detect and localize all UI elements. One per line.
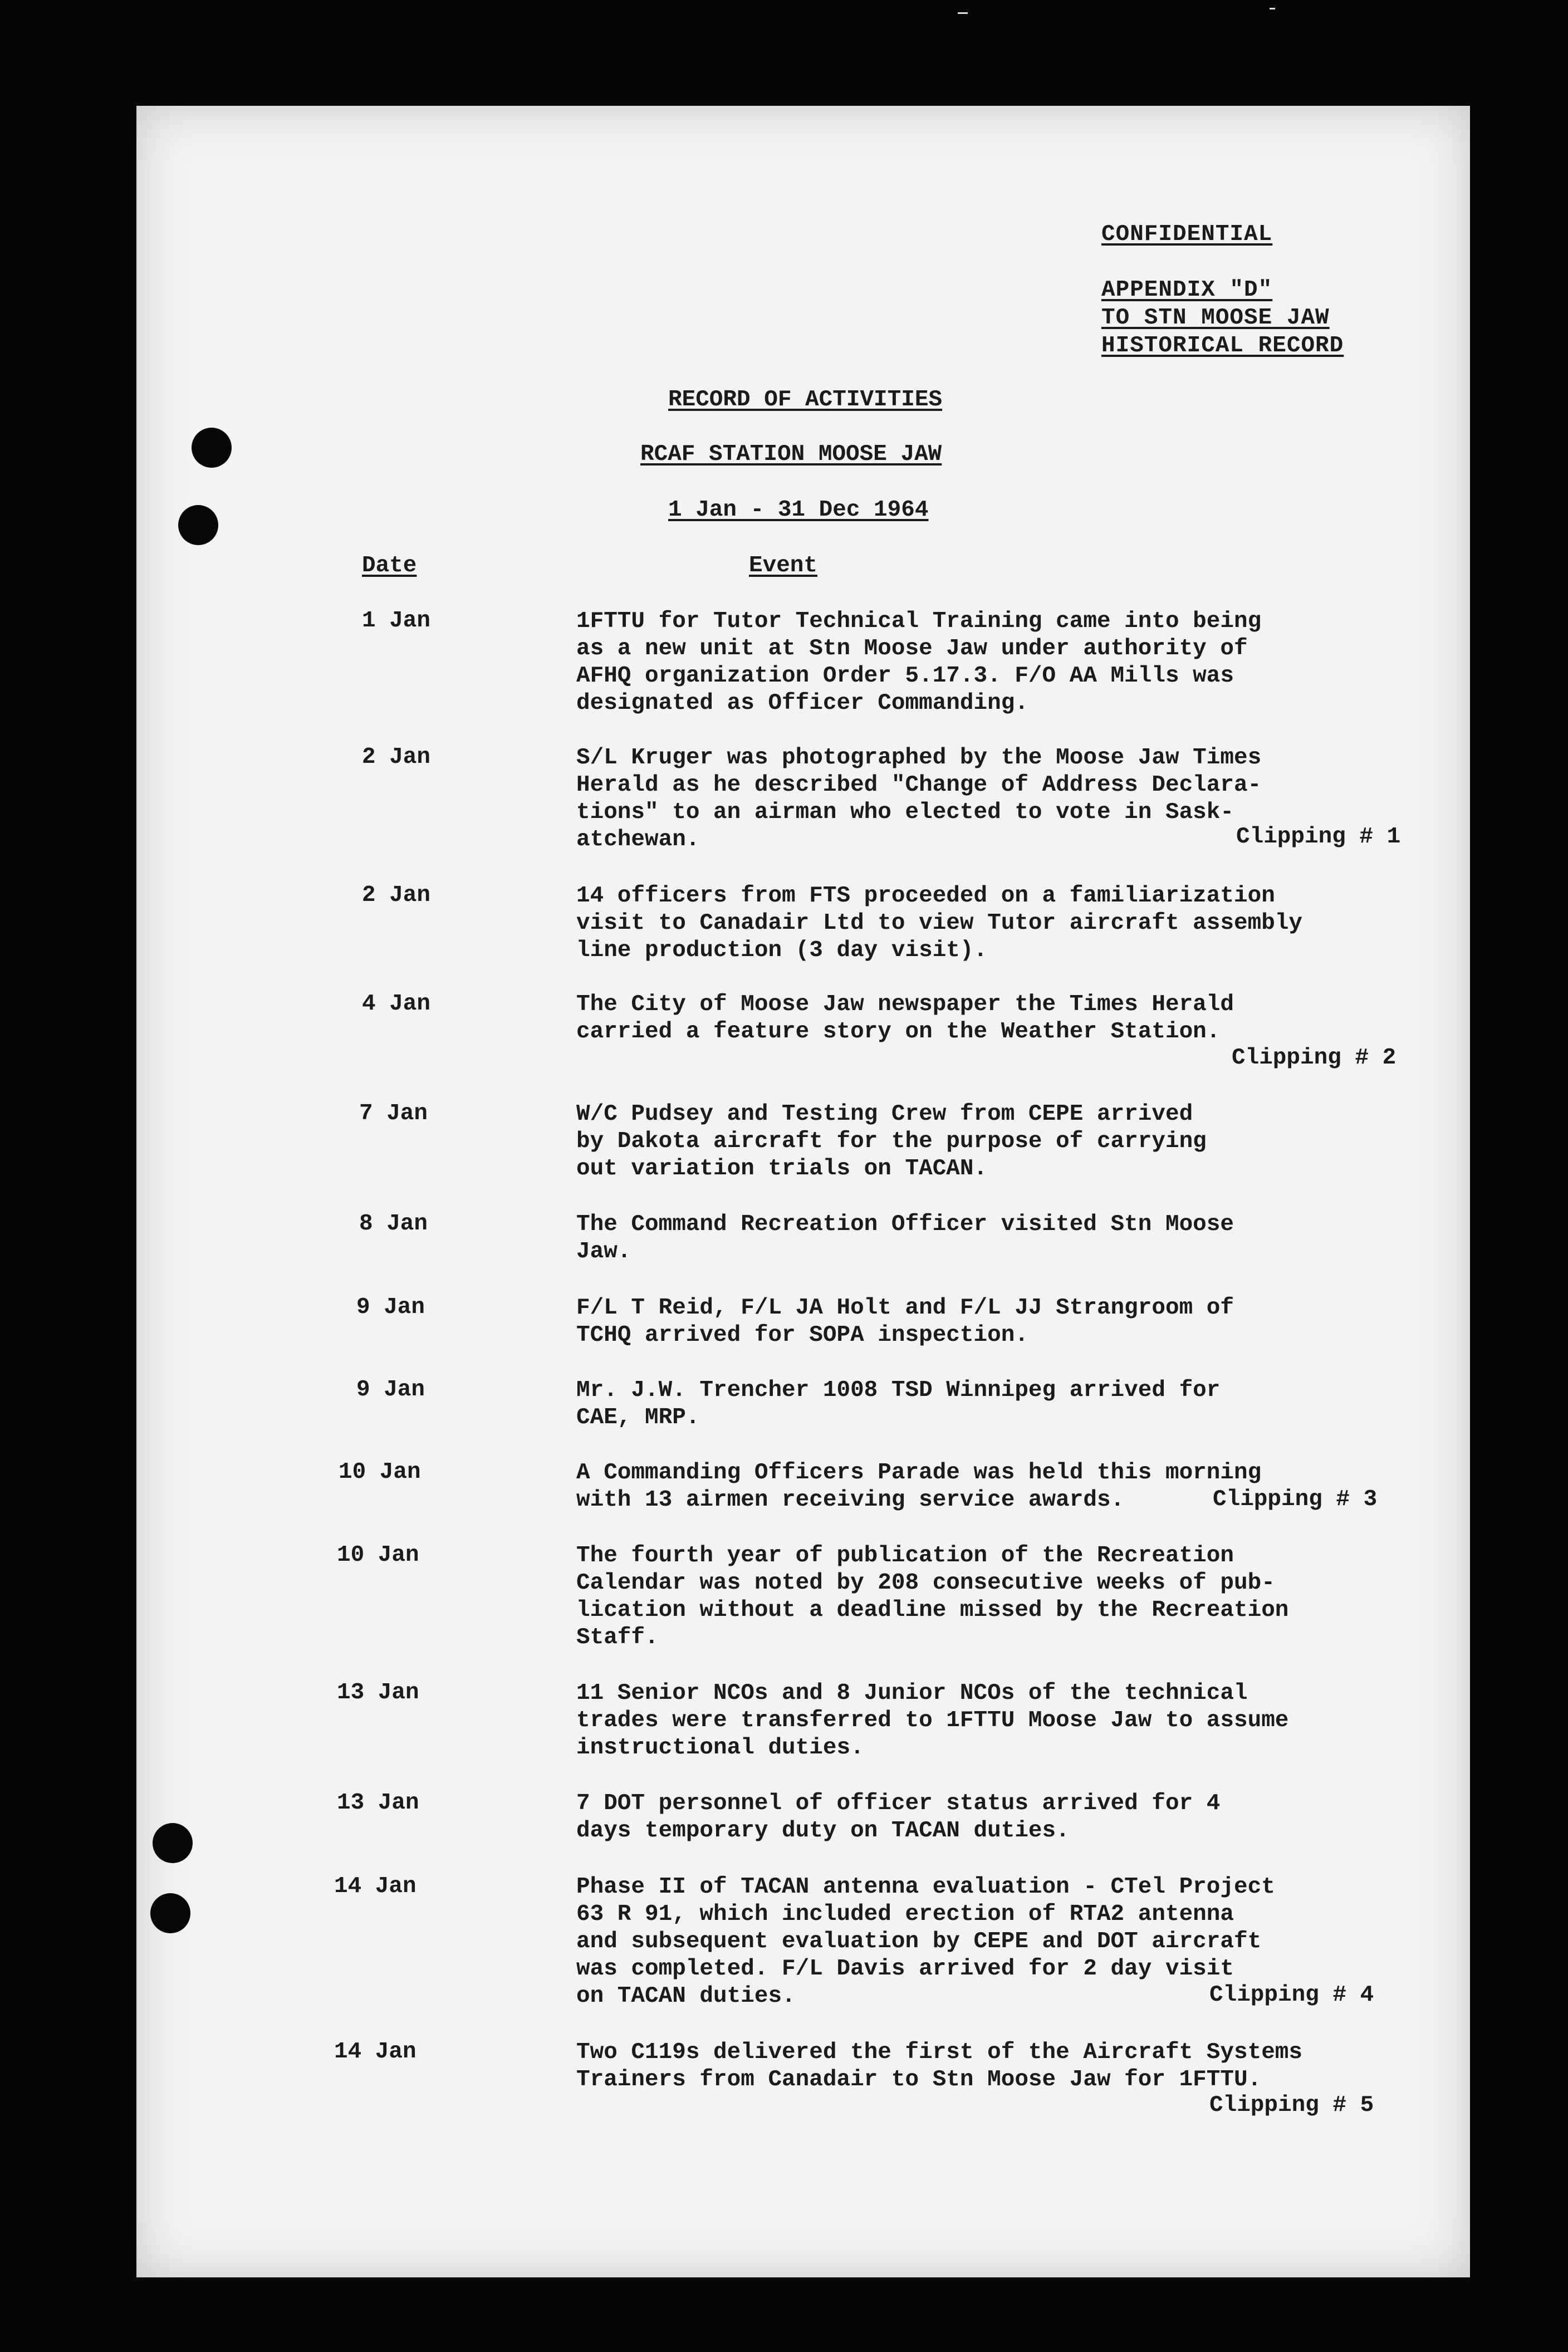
- entry-date: 14 Jan: [334, 2039, 416, 2065]
- entry-text: The City of Moose Jaw newspaper the Times Herald carried a feature story on the Weather Station.: [576, 992, 1234, 1045]
- entry-date: 13 Jan: [337, 1790, 419, 1816]
- punch-hole: [150, 1893, 190, 1933]
- clipping-reference: Clipping # 1: [1236, 824, 1401, 850]
- appendix-line: TO STN MOOSE JAW: [1101, 305, 1330, 331]
- clipping-reference: Clipping # 2: [1232, 1045, 1396, 1071]
- entry-text: Mr. J.W. Trencher 1008 TSD Winnipeg arrived for CAE, MRP.: [576, 1378, 1221, 1430]
- entry-date: 13 Jan: [337, 1680, 419, 1706]
- entry-date: 7 Jan: [359, 1101, 428, 1126]
- column-heading-date: Date: [362, 553, 417, 579]
- entry-text: The fourth year of publication of the Recreation Calendar was noted by 208 consecutive weeks of pub- lication without a deadline missed by the Recreation Staff.: [576, 1543, 1289, 1650]
- entry-text: S/L Kruger was photographed by the Moose Jaw Times Herald as he described "Change of Address Declara- tions" to an airman who elected to vote in Sask- atchewan.: [576, 745, 1262, 852]
- clipping-reference: Clipping # 5: [1209, 2093, 1374, 2118]
- punch-hole: [153, 1823, 193, 1863]
- entry-date: 8 Jan: [359, 1211, 428, 1237]
- entry-date: 1 Jan: [362, 608, 431, 634]
- entry-date: 2 Jan: [362, 883, 431, 908]
- entry-text: A Commanding Officers Parade was held this morning with 13 airmen receiving service awards.: [576, 1460, 1262, 1513]
- entry-text: 1FTTU for Tutor Technical Training came into being as a new unit at Stn Moose Jaw under authority of AFHQ organization Order 5.17.3. F/O AA Mills was designated as Officer Commanding.: [576, 609, 1262, 716]
- column-heading-event: Event: [749, 553, 818, 579]
- entry-text: The Command Recreation Officer visited Stn Moose Jaw.: [576, 1212, 1234, 1265]
- clipping-reference: Clipping # 4: [1209, 1982, 1374, 2008]
- appendix-line: APPENDIX "D": [1101, 277, 1273, 303]
- entry-date: 9 Jan: [356, 1295, 425, 1320]
- clipping-reference: Clipping # 3: [1213, 1487, 1378, 1512]
- film-speck: [1270, 8, 1275, 9]
- entry-date: 14 Jan: [334, 1874, 416, 1899]
- punch-hole: [178, 505, 218, 545]
- title-period: 1 Jan - 31 Dec 1964: [668, 497, 929, 523]
- film-speck: [958, 12, 968, 14]
- punch-hole: [192, 428, 232, 468]
- entry-text: Two C119s delivered the first of the Aircraft Systems Trainers from Canadair to Stn Moose Jaw for 1FTTU.: [576, 2040, 1303, 2093]
- entry-date: 4 Jan: [362, 991, 431, 1017]
- classification-label: CONFIDENTIAL: [1101, 222, 1273, 247]
- entry-text: 11 Senior NCOs and 8 Junior NCOs of the technical trades were transferred to 1FTTU Moose Jaw to assume instructional duties.: [576, 1680, 1289, 1761]
- entry-date: 9 Jan: [356, 1377, 425, 1403]
- entry-text: Phase II of TACAN antenna evaluation - CTel Project 63 R 91, which included erection of RTA2 antenna and subsequent evaluation by CEPE and DOT aircraft was completed. F/L Davis arrived for 2 day visit on TACAN duties.: [576, 1874, 1275, 2009]
- entry-text: F/L T Reid, F/L JA Holt and F/L JJ Strangroom of TCHQ arrived for SOPA inspection.: [576, 1295, 1234, 1348]
- entry-text: W/C Pudsey and Testing Crew from CEPE arrived by Dakota aircraft for the purpose of carrying out variation trials on TACAN.: [576, 1101, 1207, 1182]
- entry-date: 10 Jan: [339, 1459, 421, 1485]
- title-station: RCAF STATION MOOSE JAW: [640, 442, 942, 467]
- appendix-line: HISTORICAL RECORD: [1101, 333, 1344, 359]
- title-record-of-activities: RECORD OF ACTIVITIES: [668, 387, 943, 413]
- entry-text: 7 DOT personnel of officer status arrived for 4 days temporary duty on TACAN duties.: [576, 1791, 1221, 1844]
- entry-date: 10 Jan: [337, 1542, 419, 1568]
- entry-date: 2 Jan: [362, 744, 431, 770]
- entry-text: 14 officers from FTS proceeded on a familiarization visit to Canadair Ltd to view Tutor aircraft assembly line production (3 day visit).: [576, 883, 1303, 963]
